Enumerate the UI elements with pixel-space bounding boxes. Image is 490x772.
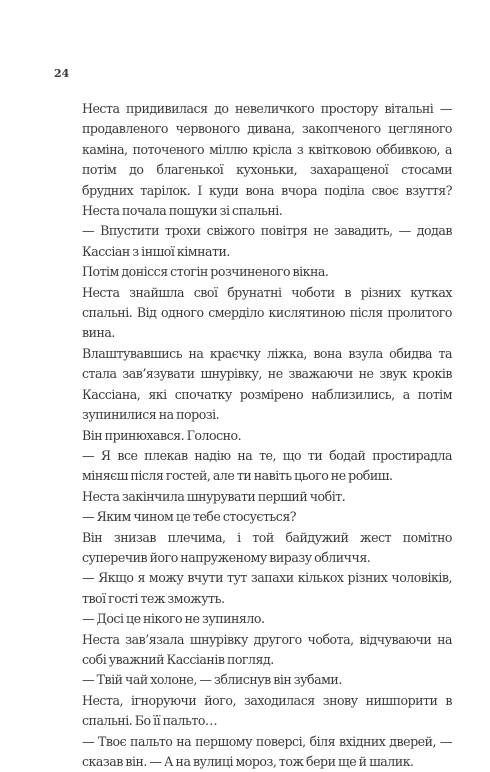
paragraph: Він знизав плечима, і той байдужий жест помітно суперечив його напруженому виразу обличчя. [82, 529, 452, 565]
paragraph: Він принюхався. Голосно. [82, 427, 242, 443]
paragraph: Неста зав’язала шнурівку другого чобота, відчуваючи на собі уважний Кассіанів погляд. [82, 631, 452, 667]
paragraph: — Твій чай холоне, — зблиснув він зубами. [82, 672, 342, 688]
paragraph: — Я все плекав надію на те, що ти бодай простирадла міняєш після гостей, але ти навіть цього не робиш. [82, 447, 452, 484]
paragraph: Влаштувавшись на краєчку ліжка, вона взула обидва та стала зав’язувати шнурівку, не зважаючи не звук кроків Кассіана, які спочатку розмірено наблизились, а потім зупинилися на порозі. [82, 345, 452, 423]
paragraph: — Впустити трохи свіжого повітря не завадить, — додав Кассіан з іншої кімнати. [82, 223, 452, 259]
paragraph: Неста закінчила шнурувати перший чобіт. [82, 488, 346, 504]
paragraph: Потім донісся стогін розчиненого вікна. [82, 264, 329, 280]
paragraph: — Яким чином це тебе стосується? [82, 509, 297, 525]
page-number: 24 [54, 67, 70, 80]
paragraph: — Досі це нікого не зупиняло. [82, 611, 265, 627]
paragraph: Неста знайшла свої брунатні чоботи в різних кутках спальні. Від одного смерділо кислятиною після пролитого вина. [82, 284, 452, 341]
paragraph: Неста, ігноруючи його, заходилася знову нишпорити в спальні. Бо її пальто… [82, 692, 452, 729]
paragraph: — Якщо я можу вчути тут запахи кількох різних чоловіків, твої гості теж зможуть. [82, 570, 452, 606]
paragraph: — Твоє пальто на першому поверсі, біля вхідних дверей, — сказав він. — А на вулиці мороз, тож бери ще й шалик. [82, 733, 452, 769]
paragraph: Неста придивилася до невеличкого простору вітальні — продавленого червоного дивана, закопченого цегляного каміна, поточеного міллю крісла з квітковою оббивкою, а потім до благенької кухоньки, захаращеної стосами брудних тарілок. І куди вона вчора поділа своє взуття? Неста почала пошуки зі спальні. [82, 101, 452, 219]
body-text [82, 99, 452, 772]
